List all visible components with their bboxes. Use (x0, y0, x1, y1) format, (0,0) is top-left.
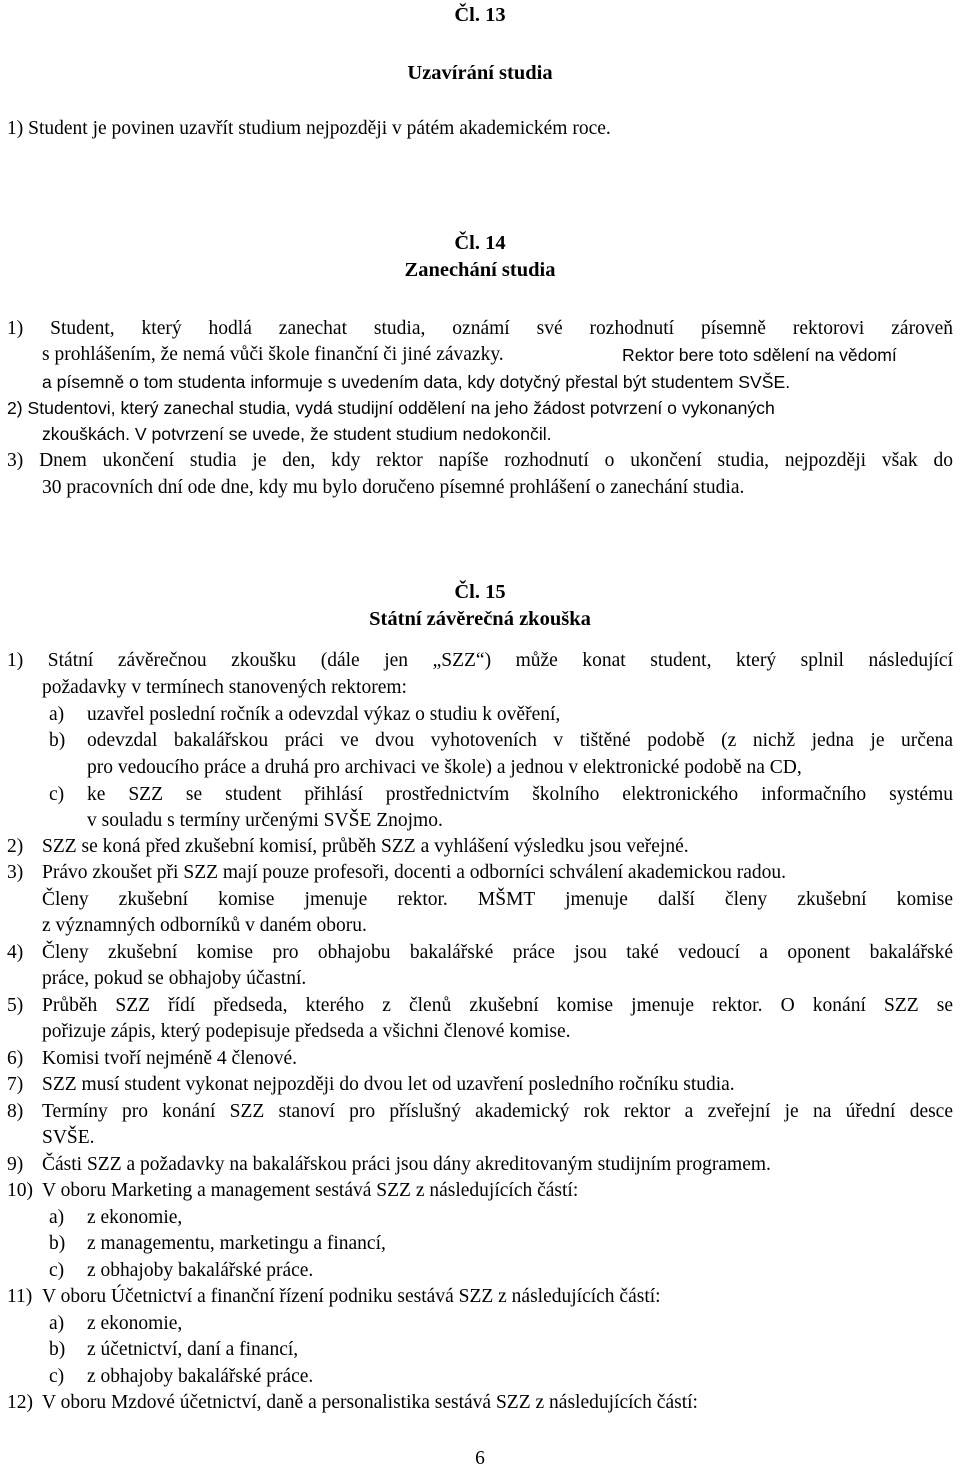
paragraph-11-line-1: V oboru Účetnictví a finanční řízení podniku sestává SZZ z následujících částí: (42, 1286, 661, 1307)
paragraph-11-label-a: a) (49, 1313, 65, 1334)
paragraph-4-line-1: Členy zkušební komise pro obhajobu bakalářské práce jsou také vedoucí a oponent bakalářské (42, 942, 953, 963)
paragraph-3-number: 3) (7, 862, 24, 883)
article-14-paragraph-2-line-2: zkouškách. V potvrzení se uvede, že student studium nedokončil. (42, 424, 552, 444)
paragraph-1-item-b-line-1: odevzdal bakalářskou práci ve dvou vyhotoveních v tištěné podobě (z nichž jedna je určena (87, 730, 953, 751)
article-15-paragraph-1-line-2: požadavky v termínech stanovených rektorem: (42, 677, 407, 698)
paragraph-5-line-2: pořizuje zápis, který podepisuje předseda a všichni členové komise. (42, 1021, 571, 1042)
page-number: 6 (475, 1448, 485, 1469)
article-14-paragraph-1-line-2: s prohlášením, že nemá vůči škole finanční či jiné závazky. (42, 344, 504, 365)
paragraph-10-label-a: a) (49, 1207, 65, 1228)
paragraph-10-item-b: z managementu, marketingu a financí, (87, 1233, 386, 1254)
article-14-title: Zanechání studia (404, 259, 556, 281)
list-label-b: b) (49, 730, 66, 751)
article-13-number: Čl. 13 (454, 4, 506, 26)
paragraph-5-line-1: Průběh SZZ řídí předseda, kterého z členů zkušební komise jmenuje rektor. O konání SZZ se (42, 995, 953, 1016)
paragraph-6-number: 6) (7, 1048, 24, 1069)
paragraph-12-line-1: V oboru Mzdové účetnictví, daně a personalistika sestává SZZ z následujících částí: (42, 1392, 698, 1413)
paragraph-4-number: 4) (7, 942, 24, 963)
article-14-paragraph-1-line-1: 1) Student, který hodlá zanechat studia, oznámí své rozhodnutí písemně rektorovi zároveň (7, 318, 953, 339)
paragraph-8-number: 8) (7, 1101, 24, 1122)
paragraph-3-line-1: Právo zkoušet při SZZ mají pouze profesoři, docenti a odborníci schválení akademickou radou. (42, 862, 787, 883)
article-13-paragraph-1: 1) Student je povinen uzavřít studium nejpozději v pátém akademickém roce. (7, 118, 611, 139)
article-15-title: Státní závěrečná zkouška (369, 608, 591, 630)
paragraph-11-number: 11) (7, 1286, 33, 1307)
article-13-title: Uzavírání studia (407, 62, 553, 84)
paragraph-11-label-b: b) (49, 1339, 66, 1360)
paragraph-9-line-1: Části SZZ a požadavky na bakalářskou práci jsou dány akreditovaným studijním programem. (42, 1154, 771, 1175)
paragraph-3-line-3: z významných odborníků v daném oboru. (42, 915, 367, 936)
paragraph-7-number: 7) (7, 1074, 24, 1095)
article-15-number: Čl. 15 (454, 581, 506, 603)
list-label-c: c) (49, 784, 65, 805)
list-label-a: a) (49, 704, 65, 725)
paragraph-6-line-1: Komisi tvoří nejméně 4 členové. (42, 1048, 298, 1069)
paragraph-1-item-c-line-2: v souladu s termíny určenými SVŠE Znojmo. (87, 810, 443, 831)
paragraph-1-item-c-line-1: ke SZZ se student přihlásí prostřednictvím školního elektronického informačního systému (87, 784, 953, 805)
paragraph-10-line-1: V oboru Marketing a management sestává SZZ z následujících částí: (42, 1180, 579, 1201)
paragraph-11-item-a: z ekonomie, (87, 1313, 183, 1334)
article-14-paragraph-1-line-3: a písemně o tom studenta informuje s uvedením data, kdy dotyčný přestal být studentem SVŠE. (42, 372, 791, 392)
paragraph-4-line-2: práce, pokud se obhajoby účastní. (42, 968, 307, 989)
article-14-paragraph-3-line-1: 3) Dnem ukončení studia je den, kdy rektor napíše rozhodnutí o ukončení studia, nejpozději však do (7, 450, 953, 471)
paragraph-11-item-b: z účetnictví, daní a financí, (87, 1339, 299, 1360)
paragraph-8-line-1: Termíny pro konání SZZ stanoví pro příslušný akademický rok rektor a zveřejní je na úřední desce (42, 1101, 953, 1122)
paragraph-8-line-2: SVŠE. (42, 1127, 95, 1148)
paragraph-12-number: 12) (7, 1392, 33, 1413)
paragraph-2-number: 2) (7, 836, 24, 857)
paragraph-10-label-b: b) (49, 1233, 66, 1254)
paragraph-11-item-c: z obhajoby bakalářské práce. (87, 1366, 314, 1387)
paragraph-10-label-c: c) (49, 1260, 65, 1281)
paragraph-11-label-c: c) (49, 1366, 65, 1387)
paragraph-9-number: 9) (7, 1154, 24, 1175)
paragraph-10-number: 10) (7, 1180, 33, 1201)
article-15-paragraph-1-line-1: 1) Státní závěrečnou zkoušku (dále jen „SZZ“) může konat student, který splnil následující (7, 650, 953, 671)
article-14-paragraph-3-line-2: 30 pracovních dní ode dne, kdy mu bylo doručeno písemné prohlášení o zanechání studia. (42, 477, 745, 498)
paragraph-2-line-1: SZZ se koná před zkušební komisí, průběh SZZ a vyhlášení výsledku jsou veřejné. (42, 836, 689, 857)
article-14-paragraph-2-line-1: 2) Studentovi, který zanechal studia, vydá studijní oddělení na jeho žádost potvrzení o vykonaných (7, 398, 775, 418)
paragraph-10-item-a: z ekonomie, (87, 1207, 183, 1228)
paragraph-7-line-1: SZZ musí student vykonat nejpozději do dvou let od uzavření posledního ročníku studia. (42, 1074, 735, 1095)
paragraph-1-item-b-line-2: pro vedoucího práce a druhá pro archivaci ve škole) a jednou v elektronické podobě na CD, (87, 757, 802, 778)
article-14-paragraph-1-line-2b: Rektor bere toto sdělení na vědomí (622, 345, 897, 365)
paragraph-5-number: 5) (7, 995, 24, 1016)
paragraph-1-item-a: uzavřel poslední ročník a odevzdal výkaz o studiu k ověření, (87, 704, 561, 725)
article-14-number: Čl. 14 (454, 232, 506, 254)
paragraph-10-item-c: z obhajoby bakalářské práce. (87, 1260, 314, 1281)
paragraph-3-line-2: Členy zkušební komise jmenuje rektor. MŠMT jmenuje další členy zkušební komise (42, 889, 953, 910)
